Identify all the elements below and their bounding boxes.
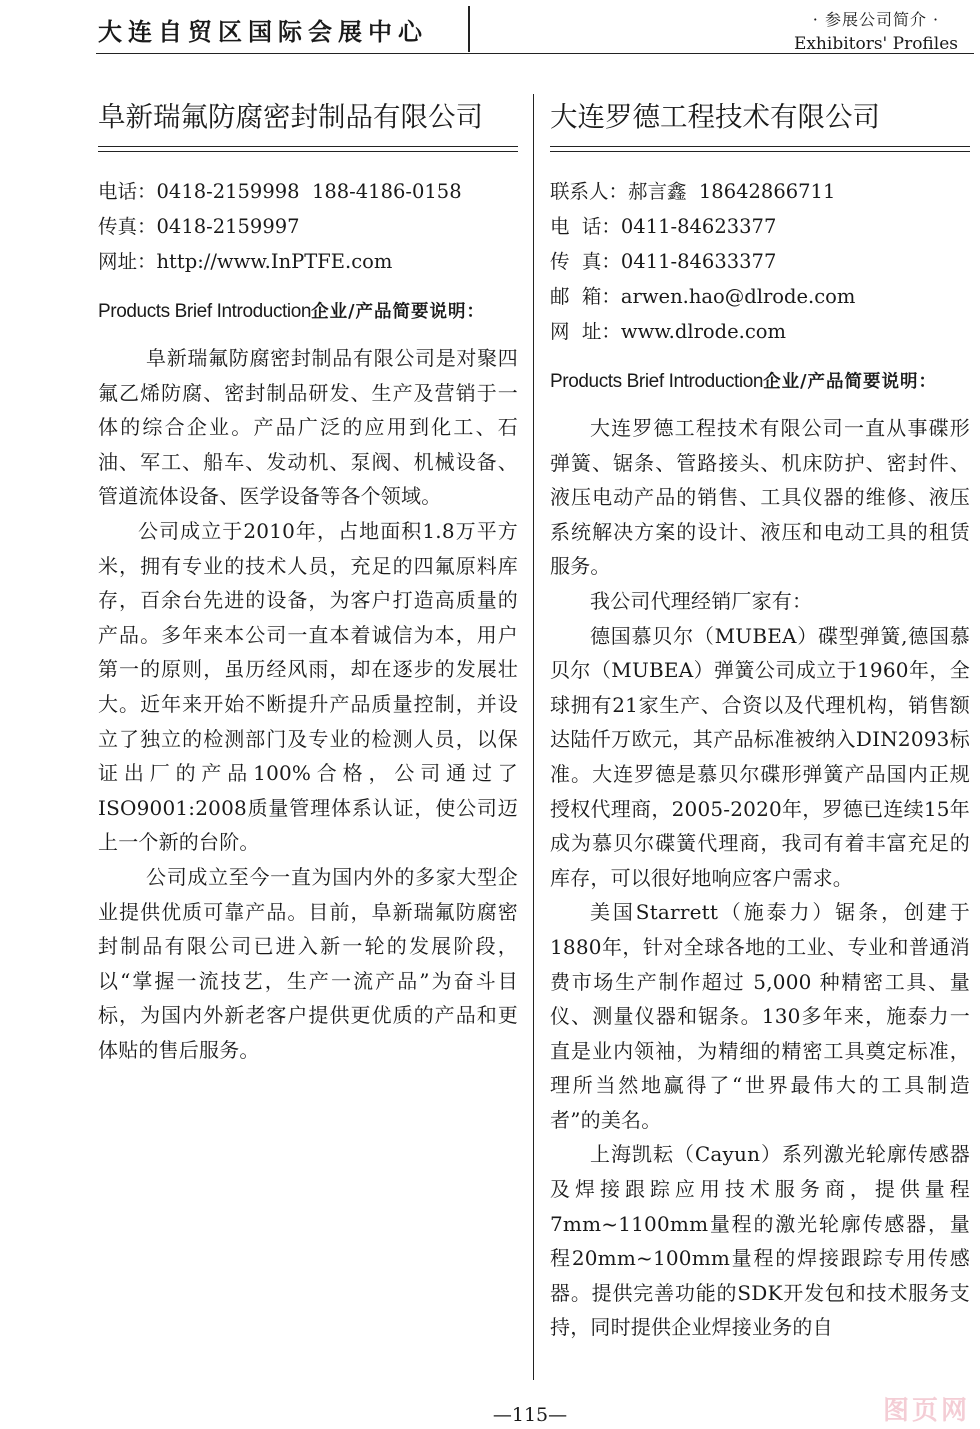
- brief-heading-en: Products Brief Introduction: [550, 371, 764, 392]
- header-section-en: Exhibitors' Profiles: [793, 34, 958, 54]
- title-rule: [550, 146, 970, 152]
- paragraph: 阜新瑞氟防腐密封制品有限公司是对聚四氟乙烯防腐、密封制品研发、生产及营销于一体的综合企业。产品广泛的应用到化工、石油、军工、船车、发动机、泵阀、机械设备、管道流体设备、医学设备等各个领域。: [98, 346, 518, 509]
- contact-fax: 传 真：0411-84633377: [550, 250, 777, 273]
- brief-heading-zh: 企业/产品简要说明：: [763, 372, 937, 392]
- header-section-zh: · 参展公司简介 ·: [812, 10, 940, 29]
- contact-block: [550, 174, 970, 349]
- contact-fax: 传真：0418-2159997: [98, 215, 300, 238]
- contact-block: [98, 174, 518, 279]
- watermark-logo: 图页网: [882, 1396, 970, 1426]
- brief-heading-zh: 企业/产品简要说明：: [311, 302, 485, 322]
- contact-website: 网址：http://www.InPTFE.com: [98, 250, 393, 273]
- contact-phone: 电话：0418-2159998 188-4186-0158: [98, 180, 462, 203]
- paragraph: 上海凯耘（Cayun）系列激光轮廓传感器及焊接跟踪应用技术服务商，提供量程7mm~1100mm量程的激光轮廓传感器，量程20mm~100mm量程的焊接跟踪专用传感器。提供完善功能的SDK开发包和技术服务支持，同时提供企业焊接业务的自: [550, 1142, 970, 1340]
- paragraph: 大连罗德工程技术有限公司一直从事碟形弹簧、锯条、管路接头、机床防护、密封件、液压电动产品的销售、工具仪器的维修、液压系统解决方案的设计、液压和电动工具的租赁服务。: [550, 416, 970, 579]
- contact-phone: 电 话：0411-84623377: [550, 215, 777, 238]
- paragraph: 公司成立于2010年，占地面积1.8万平方米，拥有专业的技术人员，充足的四氟原料库存，百余台先进的设备，为客户打造高质量的产品。多年来本公司一直本着诚信为本，用户第一的原则，虽历经风雨，却在逐步的发展壮大。近年来开始不断提升产品质量控制，并设立了独立的检测部门及专业的检测人员，以保证出厂的产品100%合格，公司通过了ISO9001:2008质量管理体系认证，使公司迈上一个新的台阶。: [98, 518, 518, 855]
- paragraph: 美国Starrett（施泰力）锯条，创建于1880年，针对全球各地的工业、专业和普通消费市场生产制作超过 5,000 种精密工具、量仪、测量仪器和锯条。130多年来，施泰力一直是业内领袖，为精细的精密工具奠定标准，理所当然地赢得了“世界最伟大的工具制造者”的美名。: [550, 900, 970, 1132]
- brief-heading: [98, 297, 518, 327]
- contact-person: 联系人：郝言鑫 18642866711: [550, 180, 836, 203]
- paragraph: 公司成立至今一直为国内外的多家大型企业提供优质可靠产品。目前，阜新瑞氟防腐密封制品有限公司已进入新一轮的发展阶段，以“掌握一流技艺，生产一流产品”为奋斗目标，为国内外新老客户提供更优质的产品和更体贴的售后服务。: [98, 864, 518, 1062]
- brief-heading: [550, 367, 970, 397]
- header-title: 大连自贸区国际会展中心: [98, 17, 428, 46]
- left-column: [98, 88, 518, 1067]
- right-column: [550, 88, 970, 1345]
- paragraph-list: [550, 411, 970, 1345]
- header-section: [794, 8, 958, 56]
- column-divider: [533, 94, 534, 1380]
- title-rule: [98, 146, 518, 152]
- header-rule: [96, 53, 974, 54]
- page-number: —115—: [492, 1404, 568, 1426]
- company-title: 大连罗德工程技术有限公司: [550, 101, 880, 133]
- contact-email: 邮 箱：arwen.hao@dlrode.com: [550, 285, 856, 308]
- header-box: [96, 6, 470, 52]
- contact-website: 网 址：www.dlrode.com: [550, 320, 787, 343]
- paragraph: 我公司代理经销厂家有：: [590, 588, 813, 613]
- paragraph: 德国慕贝尔（MUBEA）碟型弹簧,德国慕贝尔（MUBEA）弹簧公司成立于1960年，全球拥有21家生产、合资以及代理机构，销售额达陆仟万欧元，其产品标准被纳入DIN2093标准。大连罗德是慕贝尔碟形弹簧产品国内正规授权代理商，2005-2020年，罗德已连续15年成为慕贝尔碟簧代理商，我司有着丰富充足的库存，可以很好地响应客户需求。: [550, 623, 970, 890]
- paragraph-list: [98, 341, 518, 1067]
- brief-heading-en: Products Brief Introduction: [98, 301, 312, 322]
- company-title: 阜新瑞氟防腐密封制品有限公司: [98, 101, 483, 133]
